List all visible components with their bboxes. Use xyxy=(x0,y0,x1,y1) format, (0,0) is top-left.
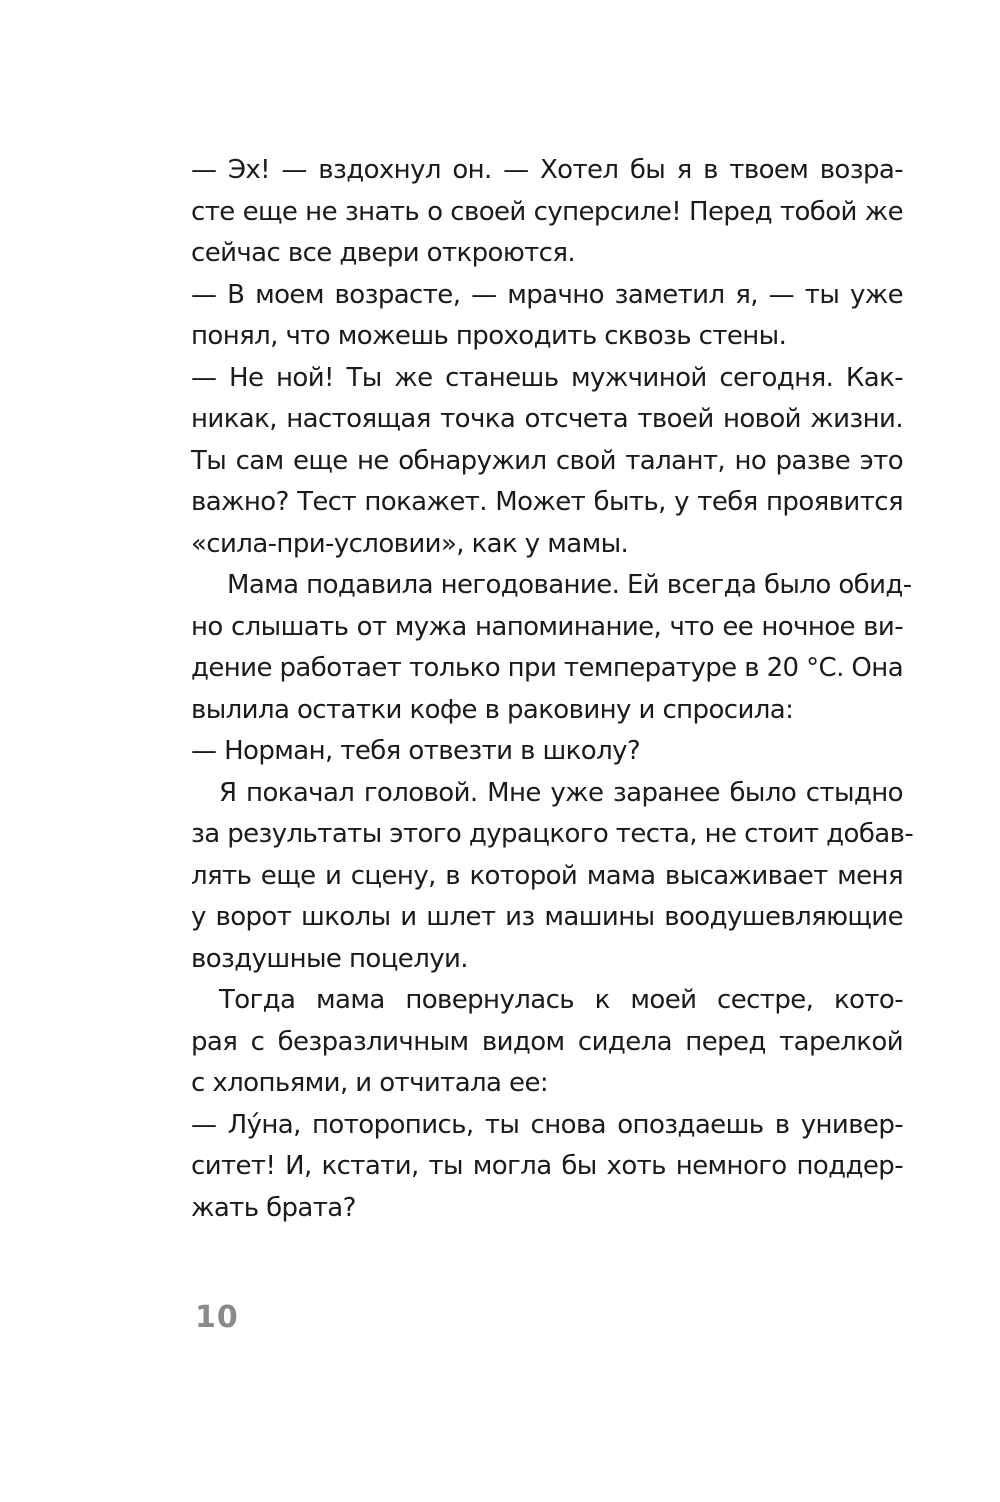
text-line: воздушные поцелуи. xyxy=(191,943,468,974)
text-line: — Лу́на, поторопись, ты снова опоздаешь в универ- xyxy=(191,1109,903,1140)
text-line: у ворот школы и шлет из машины воодушевляющие xyxy=(191,902,903,932)
text-line: рая с безразличным видом сидела перед тарелкой xyxy=(191,1026,903,1057)
text-line: важно? Тест покажет. Может быть, у тебя проявится xyxy=(191,487,903,517)
body-text xyxy=(191,150,914,1229)
text-line: «сила-при-условии», как у мамы. xyxy=(191,528,629,559)
text-line: с хлопьями, и отчитала ее: xyxy=(191,1068,548,1098)
text-line: сте еще не знать о своей суперсиле! Перед тобой же xyxy=(191,196,903,227)
text-line: вылила остатки кофе в раковину и спросила: xyxy=(191,694,794,725)
text-line: — В моем возрасте, — мрачно заметил я, — ты уже xyxy=(191,279,903,310)
text-line: Мама подавила негодование. Ей всегда было обид- xyxy=(227,570,912,600)
text-line: Ты сам еще не обнаружил свой талант, но разве это xyxy=(191,445,903,476)
text-line: жать брата? xyxy=(191,1192,356,1223)
text-line: но слышать от мужа напоминание, что ее ночное ви- xyxy=(191,611,903,642)
text-line: — Норман, тебя отвезти в школу? xyxy=(191,736,641,766)
text-line: дение работает только при температуре в 20 °С. Она xyxy=(191,653,904,683)
text-line: лять еще и сцену, в которой мама высаживает меня xyxy=(191,860,903,891)
text-line: ситет! И, кстати, ты могла бы хоть немного поддер- xyxy=(191,1151,903,1181)
page-number: 10 xyxy=(195,1300,239,1335)
text-line: — Эх! — вздохнул он. — Хотел бы я в твоем возра- xyxy=(191,155,903,185)
text-line: сейчас все двери откроются. xyxy=(191,238,576,268)
text-line: — Не ной! Ты же станешь мужчиной сегодня. Как- xyxy=(191,362,903,393)
text-line: понял, что можешь проходить сквозь стены. xyxy=(191,321,787,351)
text-line: Тогда мама повернулась к моей сестре, кото- xyxy=(219,985,903,1015)
text-line: Я покачал головой. Мне уже заранее было стыдно xyxy=(219,777,903,808)
text-line: за результаты этого дурацкого теста, не стоит добав- xyxy=(191,819,914,849)
text-line: никак, настоящая точка отсчета твоей новой жизни. xyxy=(191,404,903,434)
